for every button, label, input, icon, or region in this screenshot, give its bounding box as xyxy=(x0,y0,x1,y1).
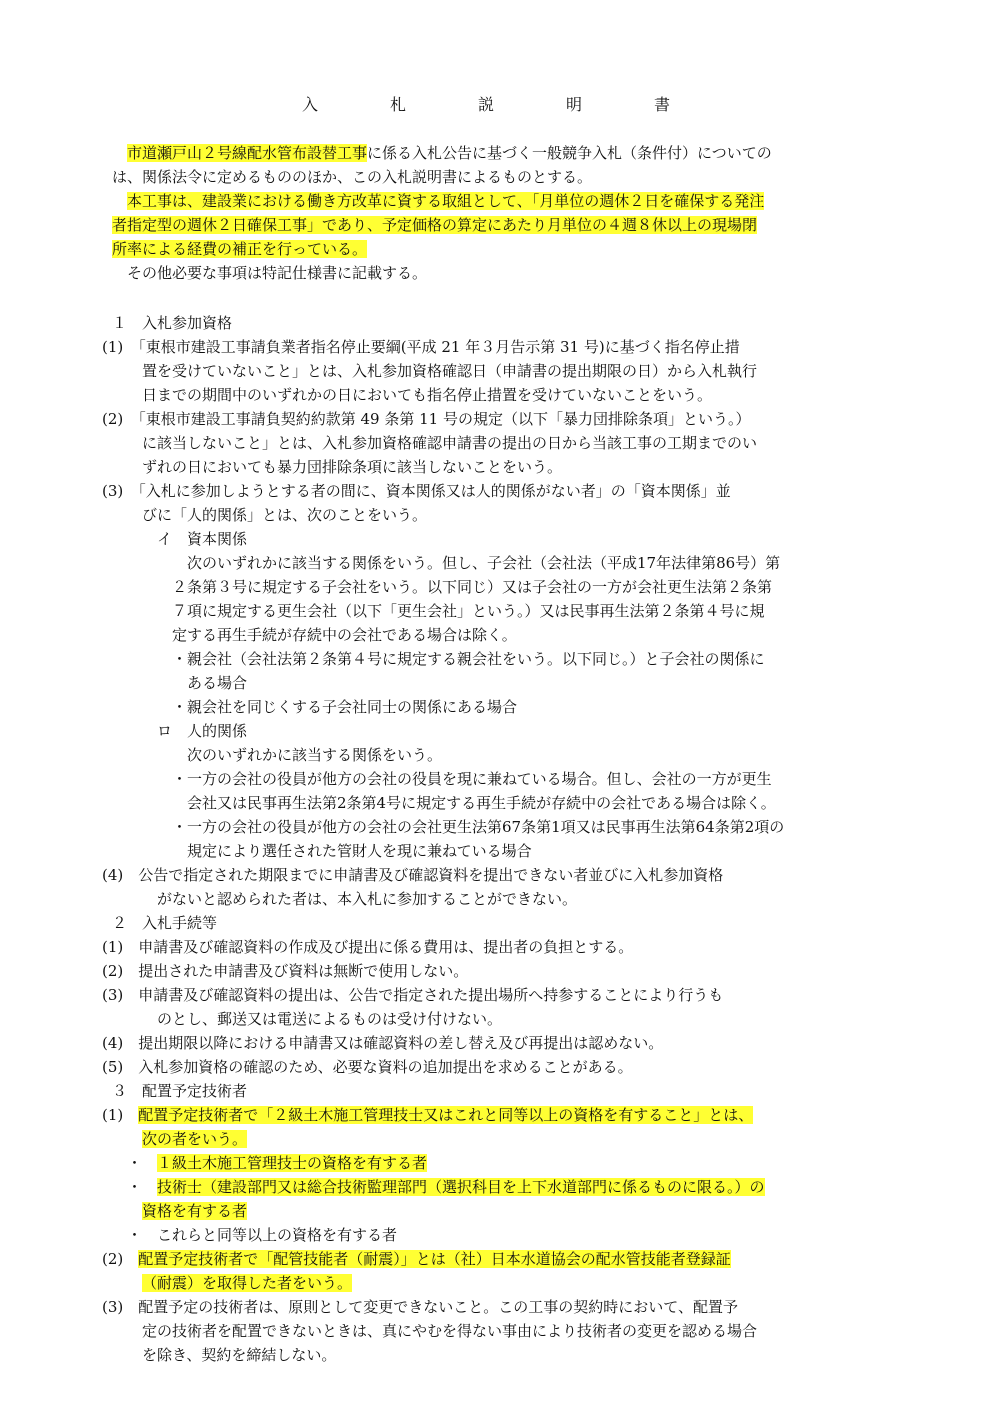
highlighted-text: 配置予定技術者で「２級土木施工管理技士又はこれと同等以上の資格を有すること」とは、 xyxy=(138,1106,754,1124)
section-heading: ２ 入札手続等 xyxy=(112,914,218,932)
bullet-item: ・ 技術士（建設部門又は総合技術監理部門（選択科目を上下水道部門に係るものに限る。）の xyxy=(127,1178,765,1196)
document-body xyxy=(102,141,892,1367)
list-item-cont xyxy=(112,1271,892,1295)
highlighted-text: 技術士（建設部門又は総合技術監理部門（選択科目を上下水道部門に係るものに限る。）の xyxy=(157,1178,765,1196)
list-item: (1) 配置予定技術者で「２級土木施工管理技士又はこれと同等以上の資格を有すること」とは、 xyxy=(102,1106,754,1124)
highlighted-text: 本工事は、建設業における働き方改革に資する取組として、「月単位の週休２日を確保する発注 xyxy=(127,192,765,210)
list-item: (3) 「入札に参加しようとする者の間に、資本関係又は人的関係がない者」の「資本関係」並 xyxy=(102,482,731,500)
list-item: (1) 「東根市建設工事請負業者指名停止要綱(平成 21 年３月告示第 31 号)に基づく指名停止措 xyxy=(102,338,740,356)
list-item: (4) 提出期限以降における申請書又は確認資料の差し替え及び再提出は認めない。 xyxy=(102,1034,664,1052)
paragraph-line: ２条第３号に規定する子会社をいう。以下同じ）又は子会社の一方が会社更生法第２条第 xyxy=(172,578,773,596)
bullet-item: ・一方の会社の役員が他方の会社の会社更生法第67条第1項又は民事再生法第64条第2項の xyxy=(172,818,785,836)
highlighted-text: 所率による経費の補正を行っている。 xyxy=(112,240,368,258)
list-item-cont: びに「人的関係」とは、次のことをいう。 xyxy=(142,506,428,524)
bullet-item-cont: 規定により選任された管財人を現に兼ねている場合 xyxy=(187,842,532,860)
highlighted-text: 次の者をいう。 xyxy=(142,1130,248,1148)
list-item-cont: ずれの日においても暴力団排除条項に該当しないことをいう。 xyxy=(142,458,563,476)
highlighted-text: １級土木施工管理技士の資格を有する者 xyxy=(157,1154,428,1172)
bullet-item-cont xyxy=(112,1199,892,1223)
list-item: (3) 配置予定の技術者は、原則として変更できないこと。この工事の契約時において、配置予 xyxy=(102,1298,738,1316)
intro-line xyxy=(112,237,892,261)
list-item-cont: がないと認められた者は、本入札に参加することができない。 xyxy=(157,890,578,908)
bullet-item: ・ １級土木施工管理技士の資格を有する者 xyxy=(127,1154,428,1172)
list-item-cont: のとし、郵送又は電送によるものは受け付けない。 xyxy=(157,1010,503,1028)
intro-line xyxy=(112,213,892,237)
bullet-item: ・親会社を同じくする子会社同士の関係にある場合 xyxy=(172,698,518,716)
paragraph-line: ７項に規定する更生会社（以下「更生会社」という。）又は民事再生法第２条第４号に規 xyxy=(172,602,765,620)
list-item: (1) 申請書及び確認資料の作成及び提出に係る費用は、提出者の負担とする。 xyxy=(102,938,634,956)
list-item: (3) 申請書及び確認資料の提出は、公告で指定された提出場所へ持参することにより行うも xyxy=(102,986,724,1004)
section-heading: ３ 配置予定技術者 xyxy=(112,1082,248,1100)
bullet-item: ・ これらと同等以上の資格を有する者 xyxy=(127,1226,398,1244)
paragraph-line: 定する再生手続が存続中の会社である場合は除く。 xyxy=(172,626,517,644)
list-item-cont: を除き、契約を締結しない。 xyxy=(142,1346,337,1364)
intro-line: 市道瀬戸山２号線配水管布設替工事に係る入札公告に基づく一般競争入札（条件付）についての xyxy=(127,144,772,162)
list-item-cont: 置を受けていないこと」とは、入札参加資格確認日（申請書の提出期限の日）から入札執行 xyxy=(142,362,758,380)
list-item: (2) 「東根市建設工事請負契約約款第 49 条第 11 号の規定（以下「暴力団排除条項」という。） xyxy=(102,410,751,428)
highlighted-text: 資格を有する者 xyxy=(142,1202,248,1220)
list-item: (2) 配置予定技術者で「配管技能者（耐震）」とは（社）日本水道協会の配水管技能者登録証 xyxy=(102,1250,731,1268)
subsection-heading: ロ 人的関係 xyxy=(157,722,248,740)
list-item-cont xyxy=(112,1127,892,1151)
paragraph-line: 次のいずれかに該当する関係をいう。 xyxy=(187,746,443,764)
list-item: (4) 公告で指定された期限までに申請書及び確認資料を提出できない者並びに入札参加資格 xyxy=(102,866,724,884)
list-item-cont: に該当しないこと」とは、入札参加資格確認申請書の提出の日から当該工事の工期までのい xyxy=(142,434,758,452)
bullet-item-cont: 会社又は民事再生法第2条第4号に規定する再生手続が存続中の会社である場合は除く。 xyxy=(187,794,776,812)
bullet-item-cont: ある場合 xyxy=(187,674,248,692)
intro-line: その他必要な事項は特記仕様書に記載する。 xyxy=(127,264,428,282)
intro-line: は、関係法令に定めるもののほか、この入札説明書によるものとする。 xyxy=(112,168,593,186)
list-item-cont: 定の技術者を配置できないときは、真にやむを得ない事由により技術者の変更を認める場合 xyxy=(142,1322,758,1340)
page-title: 入 札 説 明 書 xyxy=(301,95,698,114)
subsection-heading: イ 資本関係 xyxy=(157,530,248,548)
bullet-item: ・一方の会社の役員が他方の会社の役員を現に兼ねている場合。但し、会社の一方が更生 xyxy=(172,770,772,788)
highlighted-text: 配置予定技術者で「配管技能者（耐震）」とは（社）日本水道協会の配水管技能者登録証 xyxy=(138,1250,731,1268)
intro-line xyxy=(112,189,892,213)
highlighted-text: 者指定型の週休２日確保工事」であり、予定価格の算定にあたり月単位の４週８休以上の現場閉 xyxy=(112,216,758,234)
section-heading: １ 入札参加資格 xyxy=(112,314,233,332)
list-item: (5) 入札参加資格の確認のため、必要な資料の追加提出を求めることがある。 xyxy=(102,1058,633,1076)
bullet-item: ・親会社（会社法第２条第４号に規定する親会社をいう。以下同じ。）と子会社の関係に xyxy=(172,650,765,668)
list-item-cont: 日までの期間中のいずれかの日においても指名停止措置を受けていないことをいう。 xyxy=(142,386,713,404)
highlighted-text: 市道瀬戸山２号線配水管布設替工事 xyxy=(127,144,368,162)
paragraph-line: 次のいずれかに該当する関係をいう。但し、子会社（会社法（平成17年法律第86号）第 xyxy=(187,554,781,572)
highlighted-text: （耐震）を取得した者をいう。 xyxy=(142,1274,353,1292)
list-item: (2) 提出された申請書及び資料は無断で使用しない。 xyxy=(102,962,469,980)
